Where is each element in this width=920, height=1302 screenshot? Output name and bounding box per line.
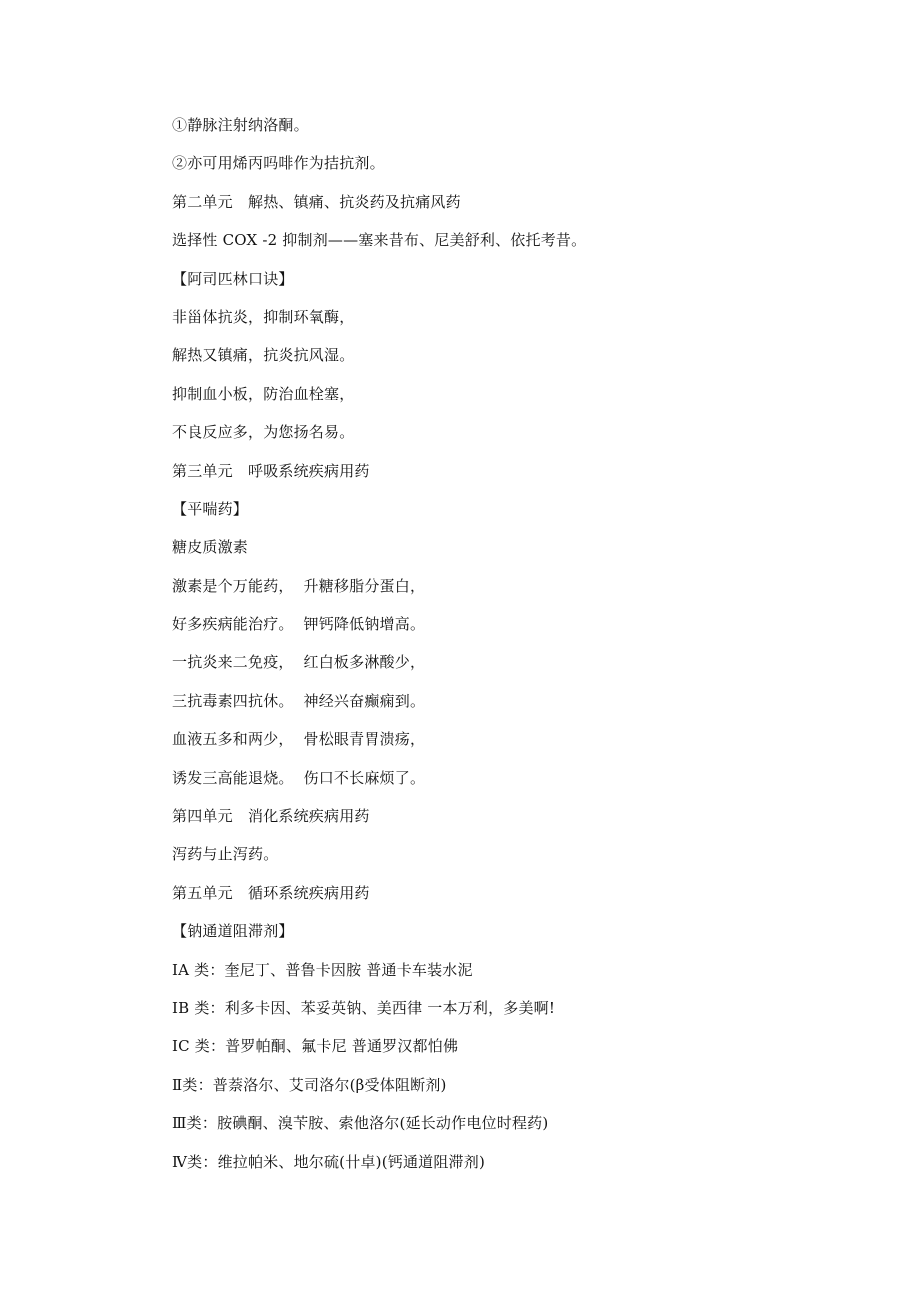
section-heading: 第四单元 消化系统疾病用药	[172, 807, 370, 826]
verse-line: 抑制血小板，防治血栓塞，	[172, 384, 355, 403]
text-line: 糖皮质激素	[172, 538, 249, 557]
drug-class-line: Ⅱ类：普萘洛尔、艾司洛尔(β受体阻断剂)	[172, 1075, 447, 1094]
verse-line: 诱发三高能退烧。 伤口不长麻烦了。	[172, 768, 426, 787]
verse-line: 一抗炎来二免疫， 红白板多淋酸少，	[172, 653, 426, 672]
verse-line: 解热又镇痛，抗炎抗风湿。	[172, 346, 355, 365]
section-heading: 第二单元 解热、镇痛、抗炎药及抗痛风药	[172, 192, 461, 211]
verse-line: 血液五多和两少， 骨松眼青胃溃疡，	[172, 730, 426, 749]
drug-class-line: Ⅳ类：维拉帕米、地尔硫(卄卓)(钙通道阻滞剂)	[172, 1152, 485, 1171]
verse-line: 三抗毒素四抗休。 神经兴奋癫痫到。	[172, 691, 426, 710]
verse-line: 激素是个万能药， 升糖移脂分蛋白，	[172, 576, 426, 595]
verse-line: 不良反应多，为您扬名易。	[172, 423, 355, 442]
text-line: 泻药与止泻药。	[172, 845, 279, 864]
section-heading: 第三单元 呼吸系统疾病用药	[172, 461, 370, 480]
drug-class-line: ⅠC 类：普罗帕酮、氟卡尼 普通罗汉都怕佛	[172, 1037, 459, 1056]
text-line: 选择性 COX -2 抑制剂——塞来昔布、尼美舒利、依托考昔。	[172, 231, 587, 250]
document-body	[172, 112, 872, 1187]
drug-class-line: ⅠA 类：奎尼丁、普鲁卡因胺 普通卡车装水泥	[172, 960, 473, 979]
verse-line: 好多疾病能治疗。 钾钙降低钠增高。	[172, 615, 426, 634]
drug-class-line: Ⅲ类：胺碘酮、溴苄胺、索他洛尔(延长动作电位时程药)	[172, 1114, 549, 1133]
text-line: ①静脉注射纳洛酮。	[172, 116, 309, 134]
section-heading: 第五单元 循环系统疾病用药	[172, 883, 370, 902]
subsection-heading: 【阿司匹林口诀】	[172, 269, 294, 288]
subsection-heading: 【平喘药】	[172, 499, 249, 518]
subsection-heading: 【钠通道阻滞剂】	[172, 922, 294, 941]
text-line: ②亦可用烯丙吗啡作为拮抗剂。	[172, 154, 385, 173]
drug-class-line: ⅠB 类：利多卡因、苯妥英钠、美西律 一本万利，多美啊!	[172, 998, 556, 1017]
verse-line: 非甾体抗炎，抑制环氧酶，	[172, 307, 355, 326]
